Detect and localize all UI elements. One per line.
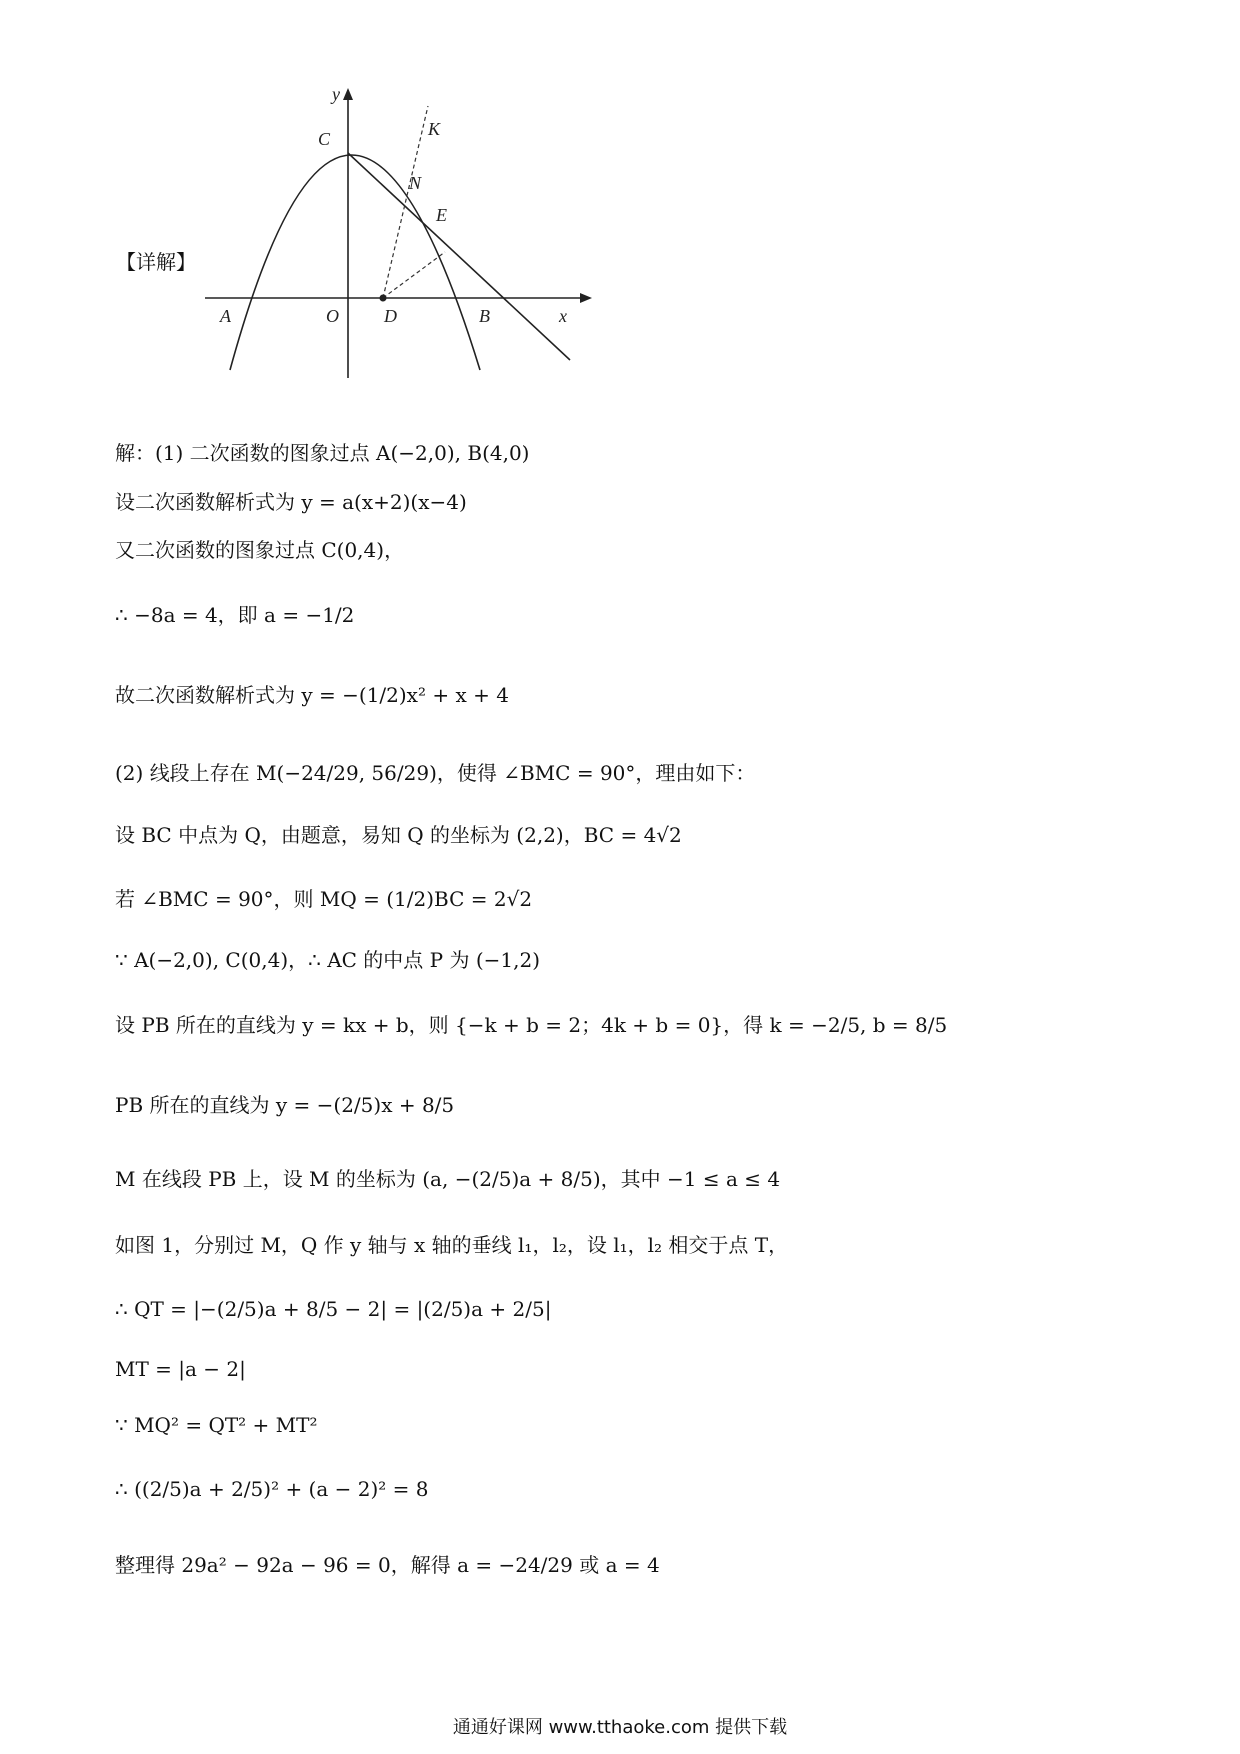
solution-line-16: ∵ MQ² = QT² + MT² <box>115 1413 318 1437</box>
line-de <box>383 252 445 298</box>
line-dk <box>383 106 428 298</box>
parabola-figure <box>200 88 600 388</box>
point-d <box>380 295 387 302</box>
solution-line-5: 故二次函数解析式为 y = −(1/2)x² + x + 4 <box>115 683 509 707</box>
solution-line-8: 若 ∠BMC = 90°，则 MQ = (1/2)BC = 2√2 <box>115 887 533 911</box>
label-a: A <box>220 306 231 326</box>
solution-line-1: 解：(1) 二次函数的图象过点 A(−2,0), B(4,0) <box>115 441 530 465</box>
solution-line-12: M 在线段 PB 上，设 M 的坐标为 (a, −(2/5)a + 8/5)，其中 −1 ≤ a ≤ 4 <box>115 1167 781 1191</box>
solution-line-4: ∴ −8a = 4，即 a = −1/2 <box>115 603 355 627</box>
label-y: y <box>332 88 340 104</box>
solution-line-17: ∴ ((2/5)a + 2/5)² + (a − 2)² = 8 <box>115 1477 429 1501</box>
solution-line-13: 如图 1，分别过 M，Q 作 y 轴与 x 轴的垂线 l₁，l₂，设 l₁，l₂ 相交于点 T， <box>115 1233 789 1257</box>
page-footer: 通通好课网 www.tthaoke.com 提供下载 <box>452 1717 788 1738</box>
solution-line-15: MT = |a − 2| <box>115 1357 246 1381</box>
solution-line-11: PB 所在的直线为 y = −(2/5)x + 8/5 <box>115 1093 455 1117</box>
solution-line-3: 又二次函数的图象过点 C(0,4)， <box>115 538 405 562</box>
solution-line-6: (2) 线段上存在 M(−24/29, 56/29)，使得 ∠BMC = 90°，理由如下： <box>115 761 756 785</box>
solution-line-9: ∵ A(−2,0), C(0,4)，∴ AC 的中点 P 为 (−1,2) <box>115 948 541 972</box>
line-cb <box>348 153 570 360</box>
solution-line-18: 整理得 29a² − 92a − 96 = 0，解得 a = −24/29 或 a = 4 <box>115 1553 660 1577</box>
label-x: x <box>559 306 567 326</box>
solution-line-10: 设 PB 所在的直线为 y = kx + b，则 {−k + b = 2；4k + b = 0}，得 k = −2/5, b = 8/5 <box>115 1013 948 1037</box>
label-c: C <box>318 129 331 149</box>
label-n: N <box>409 173 422 193</box>
label-d: D <box>384 306 397 326</box>
solution-line-2: 设二次函数解析式为 y = a(x+2)(x−4) <box>115 490 467 514</box>
label-o: O <box>326 306 339 326</box>
solution-line-14: ∴ QT = |−(2/5)a + 8/5 − 2| = |(2/5)a + 2/5| <box>115 1297 552 1321</box>
label-b: B <box>479 306 490 326</box>
label-e: E <box>436 205 447 225</box>
x-axis-arrow <box>580 293 592 303</box>
parabola-curve <box>230 155 480 370</box>
solution-line-7: 设 BC 中点为 Q，由题意，易知 Q 的坐标为 (2,2)，BC = 4√2 <box>115 823 682 847</box>
y-axis-arrow <box>343 88 353 100</box>
label-k: K <box>428 119 441 139</box>
heading-detail: 【详解】 <box>116 250 196 274</box>
